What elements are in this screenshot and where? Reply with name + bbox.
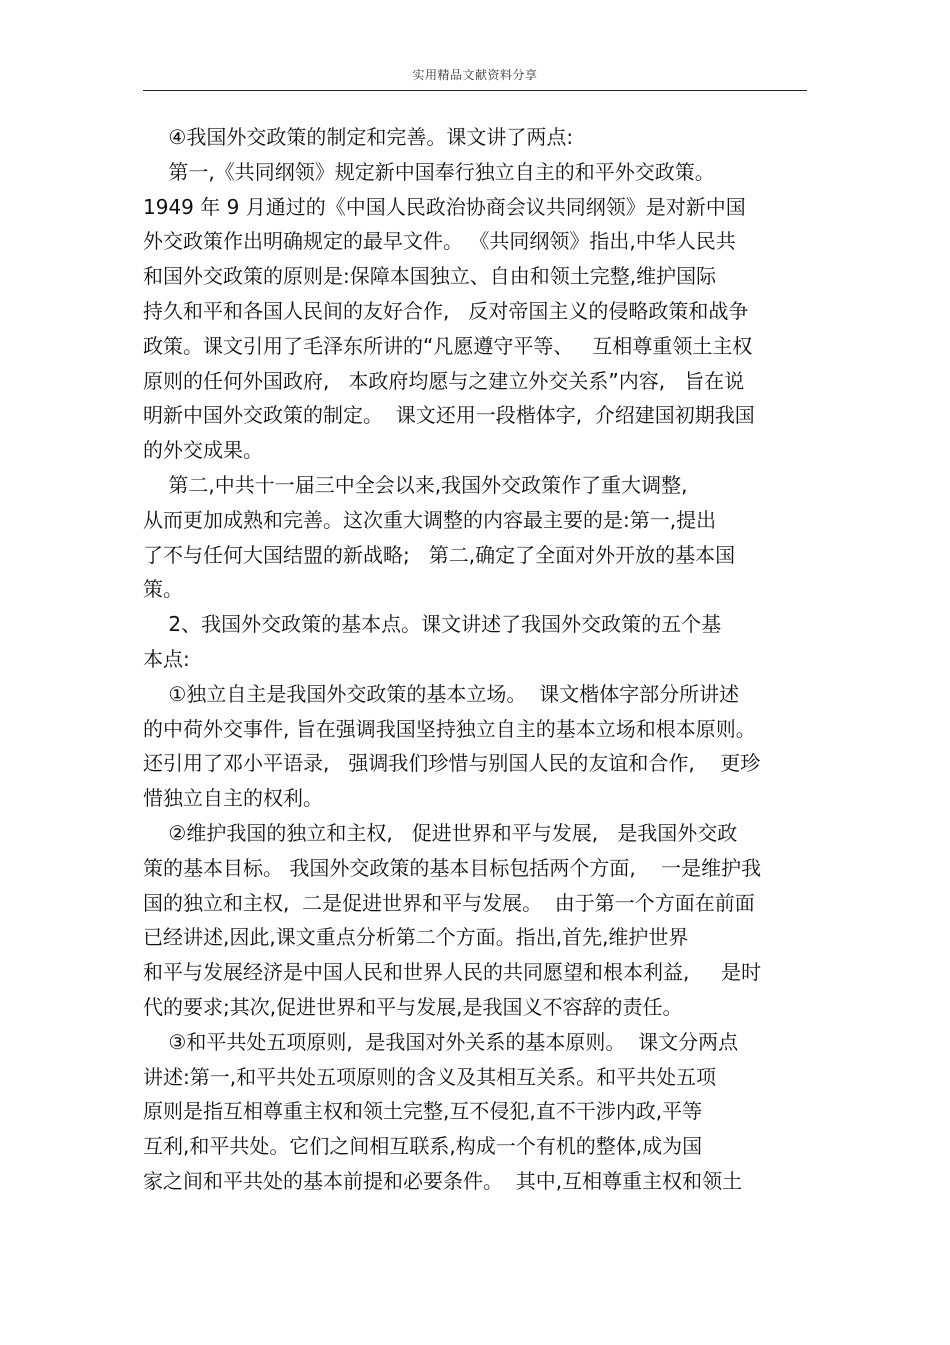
text-line: 1949 年 9 月通过的《中国人民政治协商会议共同纲领》是对新中国: [143, 194, 746, 219]
text-line: 还引用了邓小平语录, 强调我们珍惜与别国人民的友谊和合作, 更珍: [143, 751, 761, 776]
text-line: 了不与任何大国结盟的新战略; 第二,确定了全面对外开放的基本国: [143, 542, 736, 567]
text-line: 国的独立和主权, 二是促进世界和平与发展。 由于第一个方面在前面: [143, 890, 755, 915]
text-line: 2、我国外交政策的基本点。课文讲述了我国外交政策的五个基: [143, 612, 722, 637]
text-line: 和平与发展经济是中国人民和世界人民的共同愿望和根本利益, 是时: [143, 960, 762, 985]
text-line: ④我国外交政策的制定和完善。课文讲了两点:: [143, 125, 574, 149]
text-line: 第二,中共十一届三中全会以来,我国外交政策作了重大调整,: [143, 472, 688, 497]
text-line: 互利,和平共处。它们之间相互联系,构成一个有机的整体,成为国: [143, 1134, 703, 1159]
text-line: 原则是指互相尊重主权和领土完整,互不侵犯,直不干涉内政,平等: [143, 1099, 703, 1124]
text-line: ①独立自主是我国外交政策的基本立场。 课文楷体字部分所讲述: [143, 681, 740, 706]
text-line: 惜独立自主的权利。: [143, 786, 323, 811]
document-body: [143, 120, 843, 1199]
text-line: 政策。课文引用了毛泽东所讲的“凡愿遵守平等、 互相尊重领土主权: [143, 333, 753, 358]
text-line: ②维护我国的独立和主权, 促进世界和平与发展, 是我国外交政: [143, 820, 738, 845]
text-line: 原则的任何外国政府, 本政府均愿与之建立外交关系”内容, 旨在说: [143, 368, 745, 393]
text-line: 从而更加成熟和完善。这次重大调整的内容最主要的是:第一,提出: [143, 507, 717, 532]
text-line: 持久和平和各国人民间的友好合作, 反对帝国主义的侵略政策和战争: [143, 298, 749, 323]
text-line: 明新中国外交政策的制定。 课文还用一段楷体字, 介绍建国初期我国: [143, 403, 755, 428]
text-line: 第一,《共同纲领》规定新中国奉行独立自主的和平外交政策。: [143, 159, 715, 184]
text-line: 策的基本目标。 我国外交政策的基本目标包括两个方面, 一是维护我: [143, 855, 762, 880]
text-line: 外交政策作出明确规定的最早文件。 《共同纲领》指出,中华人民共: [143, 229, 736, 254]
text-line: 讲述:第一,和平共处五项原则的含义及其相互关系。和平共处五项: [143, 1064, 717, 1089]
text-line: 家之间和平共处的基本前提和必要条件。 其中,互相尊重主权和领土: [143, 1168, 743, 1193]
text-line: 已经讲述,因此,课文重点分析第二个方面。指出,首先,维护世界: [143, 925, 689, 950]
text-line: 代的要求;其次,促进世界和平与发展,是我国义不容辞的责任。: [143, 994, 683, 1019]
text-line: 策。: [143, 577, 183, 602]
text-line: 和国外交政策的原则是:保障本国独立、自由和领土完整,维护国际: [143, 264, 717, 289]
text-line: 的中荷外交事件, 旨在强调我国坚持独立自主的基本立场和根本原则。: [143, 716, 756, 741]
text-line: 本点:: [143, 646, 190, 671]
text-line: ③和平共处五项原则, 是我国对外关系的基本原则。 课文分两点: [143, 1029, 739, 1054]
header-divider: [143, 90, 807, 91]
page-header: 实用精品文献资料分享: [412, 68, 538, 82]
text-line: 的外交成果。: [143, 438, 263, 463]
